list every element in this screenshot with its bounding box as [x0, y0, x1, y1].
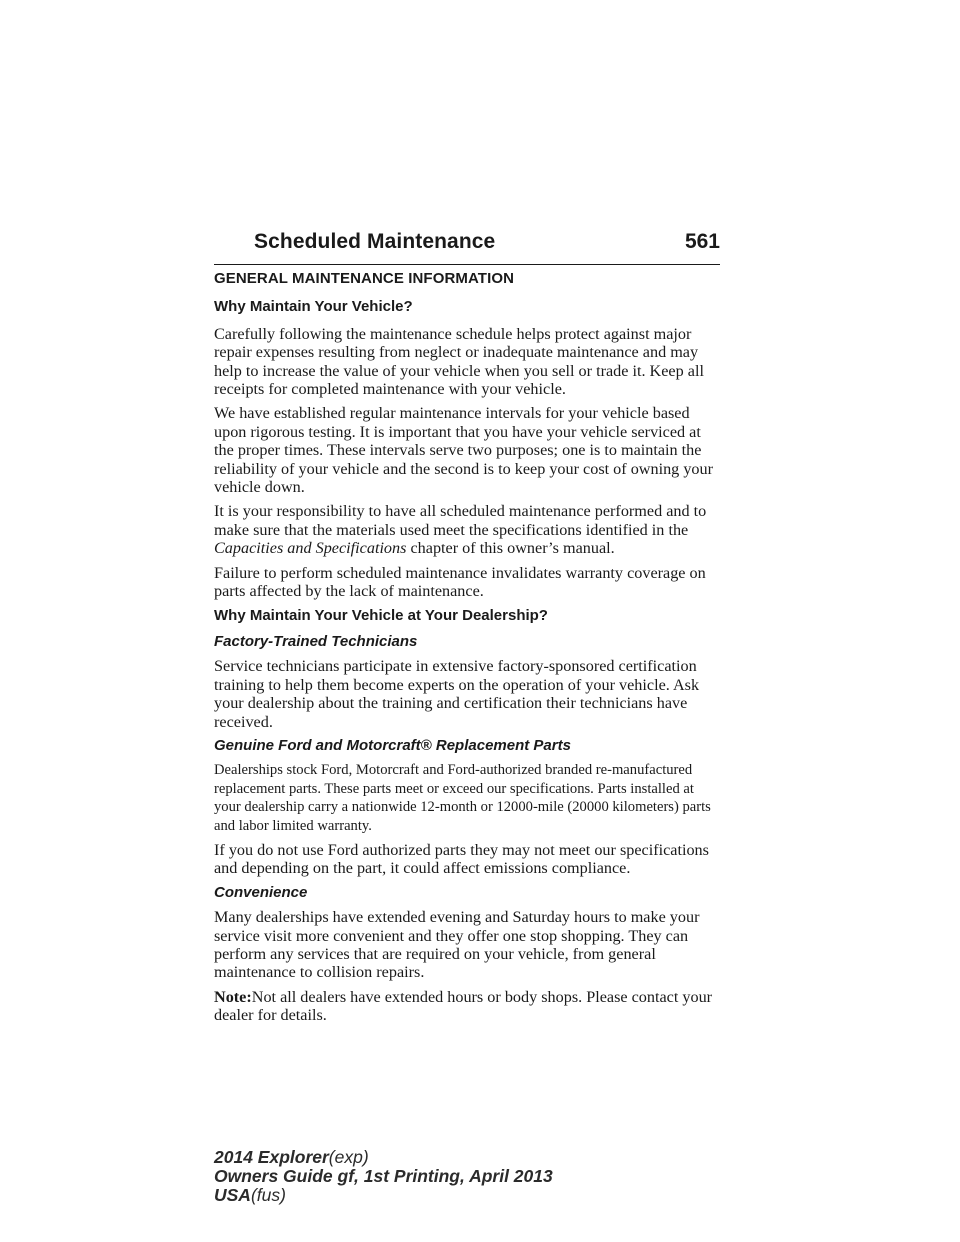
print-footer: [214, 1148, 634, 1205]
paragraph: Failure to perform scheduled maintenance invalidates warranty coverage on parts affected by the lack of maintenance.: [214, 563, 706, 601]
paragraph-text: chapter of this owner’s manual.: [410, 539, 615, 558]
footer-line-3: [214, 1186, 634, 1205]
paragraph: Carefully following the maintenance schedule helps protect against major repair expenses resulting from neglect or inadequate maintenance and may help to increase the value of your vehicle when you sell or trade it. Keep all receipts for completed maintenance with your vehicle.: [214, 324, 704, 399]
chapter-title: Scheduled Maintenance: [254, 230, 496, 253]
footer-market: USA: [214, 1185, 251, 1205]
minor-heading-convenience: Convenience: [214, 883, 308, 901]
footer-market-code: (fus): [250, 1185, 286, 1205]
paragraph: Many dealerships have extended evening and Saturday hours to make your service visit more convenient and they offer one stop shopping. They can perform any services that are required on your vehicle, from general maintenance to collision repairs.: [214, 908, 700, 982]
footer-line-1: [214, 1148, 634, 1167]
footer-model-code: (exp): [328, 1147, 369, 1167]
page-number: 561: [684, 230, 720, 253]
paragraph: [214, 502, 724, 557]
paragraph-text: It is your responsibility to have all scheduled maintenance performed and to make sure that the materials used meet the specifications identified in the: [214, 502, 707, 539]
minor-heading-technicians: Factory-Trained Technicians: [214, 632, 418, 650]
minor-heading-parts: Genuine Ford and Motorcraft® Replacement Parts: [214, 736, 571, 754]
footer-model: 2014 Explorer: [214, 1147, 329, 1167]
paragraph: If you do not use Ford authorized parts they may not meet our specifications and depending on the part, it could affect emissions compliance.: [214, 840, 709, 878]
page-content: [214, 268, 724, 1031]
paragraph: We have established regular maintenance intervals for your vehicle based upon rigorous testing. It is important that you have your vehicle serviced at the proper times. These intervals serve two purposes; one is to maintain the reliability of your vehicle and the second is to keep your cost of owning your vehicle down.: [214, 404, 713, 497]
note: [214, 988, 724, 1025]
subheading-why-dealership: Why Maintain Your Vehicle at Your Dealership?: [214, 606, 548, 624]
section-heading: GENERAL MAINTENANCE INFORMATION: [214, 270, 515, 287]
paragraph: Service technicians participate in extensive factory-sponsored certification training to help them become experts on the operation of your vehicle. Ask your dealership about the training and certification their technicians have received.: [214, 657, 700, 731]
paragraph: Dealerships stock Ford, Motorcraft and Ford-authorized branded re-manufactured replacement parts. These parts meet or exceed our specifications. Parts installed at your dealership carry a nationwide 12-month or 12000-mile (20000 kilometers) parts and labor limited warranty.: [214, 762, 711, 834]
footer-line-2: Owners Guide gf, 1st Printing, April 2013: [214, 1166, 553, 1186]
note-text: Not all dealers have extended hours or body shops. Please contact your dealer for details.: [214, 987, 713, 1025]
subheading-why-maintain: Why Maintain Your Vehicle?: [214, 298, 413, 316]
chapter-reference: Capacities and Specifications: [214, 539, 407, 558]
running-header: [214, 230, 720, 265]
note-label: Note:: [214, 987, 252, 1006]
